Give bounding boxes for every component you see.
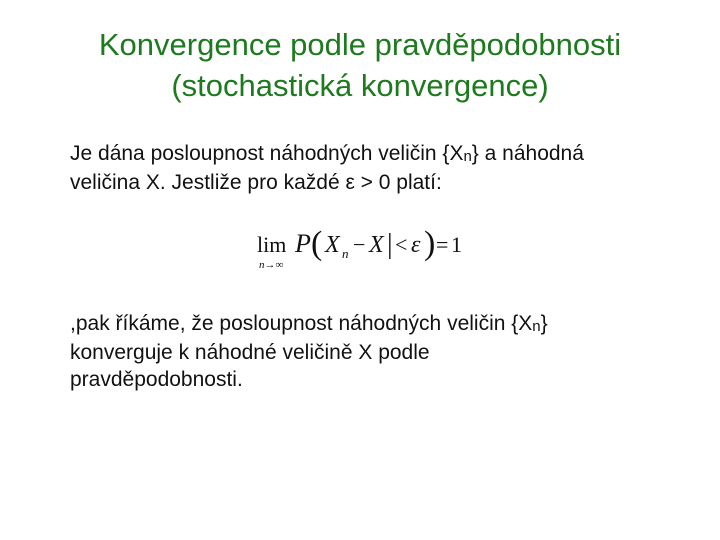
conclusion-text-before: ,pak říkáme, že posloupnost náhodných veličin {X (70, 312, 533, 335)
title-line-1: Konvergence podle pravděpodobnosti (98, 27, 622, 62)
conclusion-subscript: n (532, 318, 541, 335)
formula-minus: − (353, 232, 366, 257)
formula-open-paren: ( (311, 225, 323, 262)
conclusion-text-after: } (540, 312, 548, 335)
formula-close-paren: ) (424, 225, 436, 262)
intro-line-2: veličina X. Jestliže pro každé ε > 0 platí: (70, 171, 442, 194)
formula-lt: < (395, 232, 408, 257)
formula-X-sub: n (342, 246, 349, 261)
formula-X2: X (369, 232, 384, 258)
conclusion-paragraph (70, 310, 690, 393)
formula-lim: lim (257, 232, 287, 257)
slide-title (0, 24, 720, 106)
conclusion-line-1 (70, 310, 690, 339)
intro-text-after: } a náhodná (471, 142, 584, 165)
conclusion-line-3: pravděpodobnosti. (70, 368, 243, 391)
convergence-formula (255, 220, 465, 276)
formula-bar: | (387, 229, 393, 260)
intro-text-before: Je dána posloupnost náhodných veličin {X (70, 142, 464, 165)
formula-equals: = (436, 232, 449, 257)
formula-lim-sub: n→∞ (259, 259, 284, 271)
formula-X: X (325, 232, 340, 258)
intro-subscript: n (463, 148, 472, 165)
formula-one: 1 (451, 232, 462, 257)
formula-P: P (295, 229, 311, 258)
title-line-2: (stochastická konvergence) (171, 68, 549, 103)
conclusion-line-2: konverguje k náhodné veličině X podle (70, 341, 430, 364)
intro-line-1 (70, 140, 690, 169)
intro-paragraph (70, 140, 690, 196)
formula-epsilon: ε (411, 232, 421, 258)
